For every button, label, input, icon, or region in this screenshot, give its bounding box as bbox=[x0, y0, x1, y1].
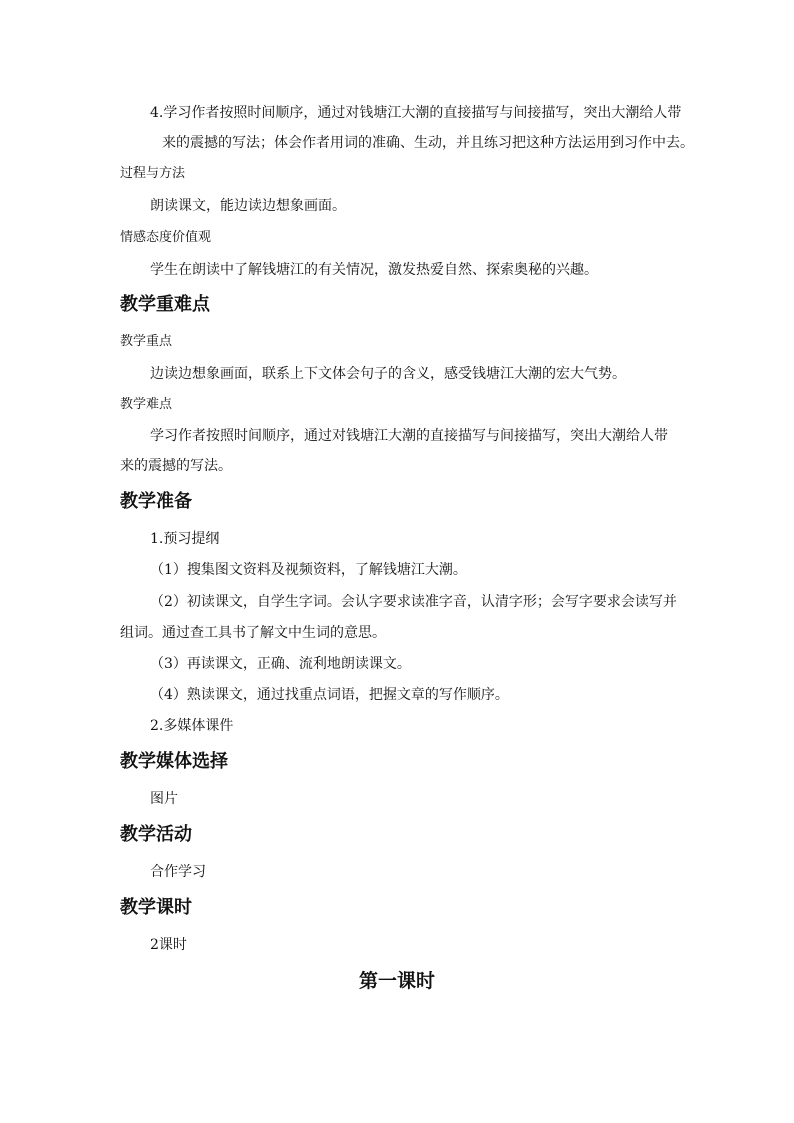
preparation-sub-1: （1）搜集图文资料及视频资料，了解钱塘江大潮。 bbox=[150, 562, 467, 578]
class-hours-heading: 教学课时 bbox=[120, 897, 192, 918]
class-hours-text: 2课时 bbox=[150, 937, 187, 953]
preparation-item-2: 2.多媒体课件 bbox=[150, 718, 234, 734]
preparation-sub-4: （4）熟读课文，通过找重点词语，把握文章的写作顺序。 bbox=[150, 687, 509, 703]
difficult-points-line-2: 来的震撼的写法。 bbox=[120, 458, 232, 474]
activity-text: 合作学习 bbox=[150, 864, 206, 880]
key-points-heading: 教学重点 bbox=[120, 334, 173, 349]
preparation-sub-2-line-2: 组词。通过查工具书了解文中生词的意思。 bbox=[120, 625, 386, 641]
lesson-title: 第一课时 bbox=[358, 970, 435, 992]
emotion-values-text: 学生在朗读中了解钱塘江的有关情况，激发热爱自然、探索奥秘的兴趣。 bbox=[150, 262, 598, 278]
preparation-heading: 教学准备 bbox=[120, 491, 192, 512]
preparation-item-1: 1.预习提纲 bbox=[150, 531, 220, 547]
media-heading: 教学媒体选择 bbox=[120, 751, 228, 772]
key-points-text: 边读边想象画面，联系上下文体会句子的含义，感受钱塘江大潮的宏大气势。 bbox=[150, 366, 626, 382]
difficult-points-heading: 教学难点 bbox=[120, 397, 173, 412]
emotion-values-heading: 情感态度价值观 bbox=[120, 230, 212, 245]
key-difficult-heading: 教学重难点 bbox=[120, 294, 210, 315]
process-method-heading: 过程与方法 bbox=[120, 166, 186, 181]
media-text: 图片 bbox=[150, 791, 178, 807]
difficult-points-line-1: 学习作者按照时间顺序，通过对钱塘江大潮的直接描写与间接描写，突出大潮给人带 bbox=[150, 428, 668, 444]
objective-4-line-1: 4.学习作者按照时间顺序，通过对钱塘江大潮的直接描写与间接描写，突出大潮给人带 bbox=[150, 105, 682, 121]
activity-heading: 教学活动 bbox=[120, 824, 192, 845]
objective-4-line-2: 来的震撼的写法；体会作者用词的准确、生动，并且练习把这种方法运用到习作中去。 bbox=[162, 135, 694, 151]
process-method-text: 朗读课文，能边读边想象画面。 bbox=[150, 198, 346, 214]
preparation-sub-2-line-1: （2）初读课文，自学生字词。会认字要求读准字音，认清字形；会写字要求会读写并 bbox=[150, 594, 677, 610]
preparation-sub-3: （3）再读课文，正确、流利地朗读课文。 bbox=[150, 656, 411, 672]
